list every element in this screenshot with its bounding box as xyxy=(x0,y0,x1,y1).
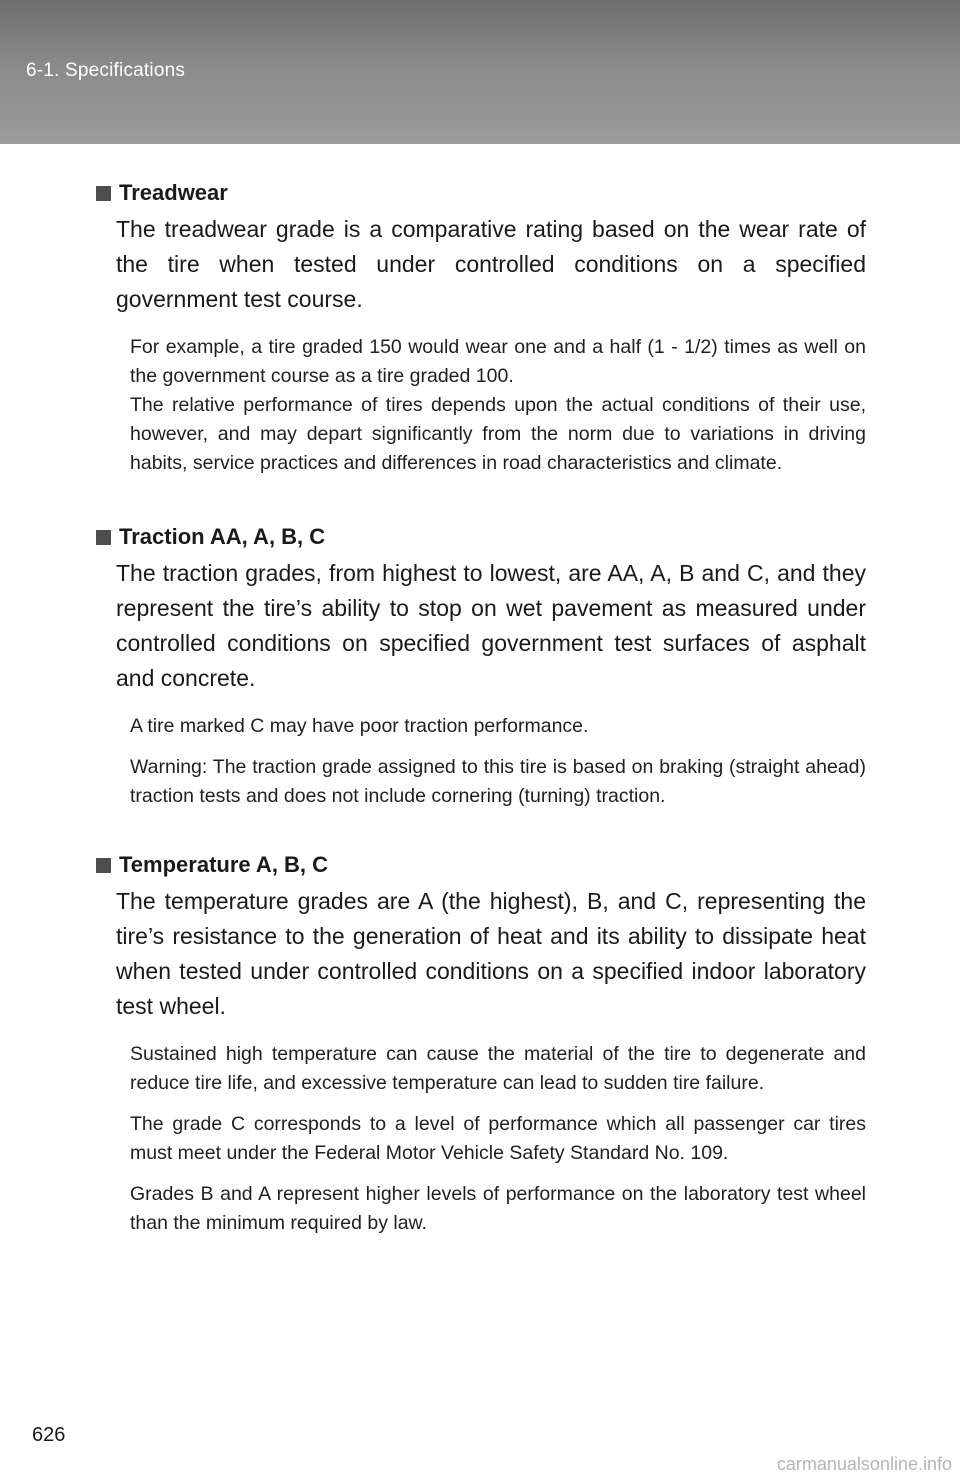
section-body: The temperature grades are A (the highest), B, and C, representing the tire’s resistance to the generation of heat and its ability to dissipate heat when tested under controlled conditions on a specified indoor laboratory test wheel. xyxy=(116,888,866,1019)
note-paragraph: Grades B and A represent higher levels of performance on the laboratory test wheel than the minimum required by law. xyxy=(130,1183,866,1234)
section-traction xyxy=(96,522,866,811)
section-heading xyxy=(96,522,866,552)
section-body: The treadwear grade is a comparative rating based on the wear rate of the tire when tested under controlled conditions on a specified government test course. xyxy=(116,216,866,312)
section-heading-text: Temperature A, B, C xyxy=(119,852,329,877)
note-paragraph: For example, a tire graded 150 would wear one and a half (1 - 1/2) times as well on the government course as a tire graded 100. xyxy=(130,336,866,387)
note-paragraph: A tire marked C may have poor traction performance. xyxy=(130,715,589,737)
bullet-square-icon xyxy=(96,530,111,545)
note-paragraph: The relative performance of tires depends upon the actual conditions of their use, however, and may depart significantly from the norm due to variations in driving habits, service practices and differences in road characteristics and climate. xyxy=(130,394,866,474)
watermark: carmanualsonline.info xyxy=(776,1454,952,1474)
note-paragraph: Warning: The traction grade assigned to this tire is based on braking (straight ahead) traction tests and does not include cornering (turning) traction. xyxy=(130,756,866,807)
note-paragraph: Sustained high temperature can cause the material of the tire to degenerate and reduce tire life, and excessive temperature can lead to sudden tire failure. xyxy=(130,1043,866,1094)
section-treadwear xyxy=(96,178,866,478)
section-heading xyxy=(96,178,866,208)
page-number: 626 xyxy=(32,1424,66,1446)
note-paragraph: The grade C corresponds to a level of performance which all passenger car tires must meet under the Federal Motor Vehicle Safety Standard No. 109. xyxy=(130,1113,866,1164)
section-body: The traction grades, from highest to lowest, are AA, A, B and C, and they represent the tire’s ability to stop on wet pavement as measured under controlled conditions on specified government test surfaces of asphalt and concrete. xyxy=(116,560,866,691)
chapter-title: 6-1. Specifications xyxy=(26,60,186,81)
bullet-square-icon xyxy=(96,186,111,201)
section-temperature xyxy=(96,850,866,1238)
bullet-square-icon xyxy=(96,858,111,873)
section-heading xyxy=(96,850,866,880)
page-header xyxy=(0,0,960,144)
section-heading-text: Treadwear xyxy=(119,180,228,205)
section-heading-text: Traction AA, A, B, C xyxy=(119,524,326,549)
